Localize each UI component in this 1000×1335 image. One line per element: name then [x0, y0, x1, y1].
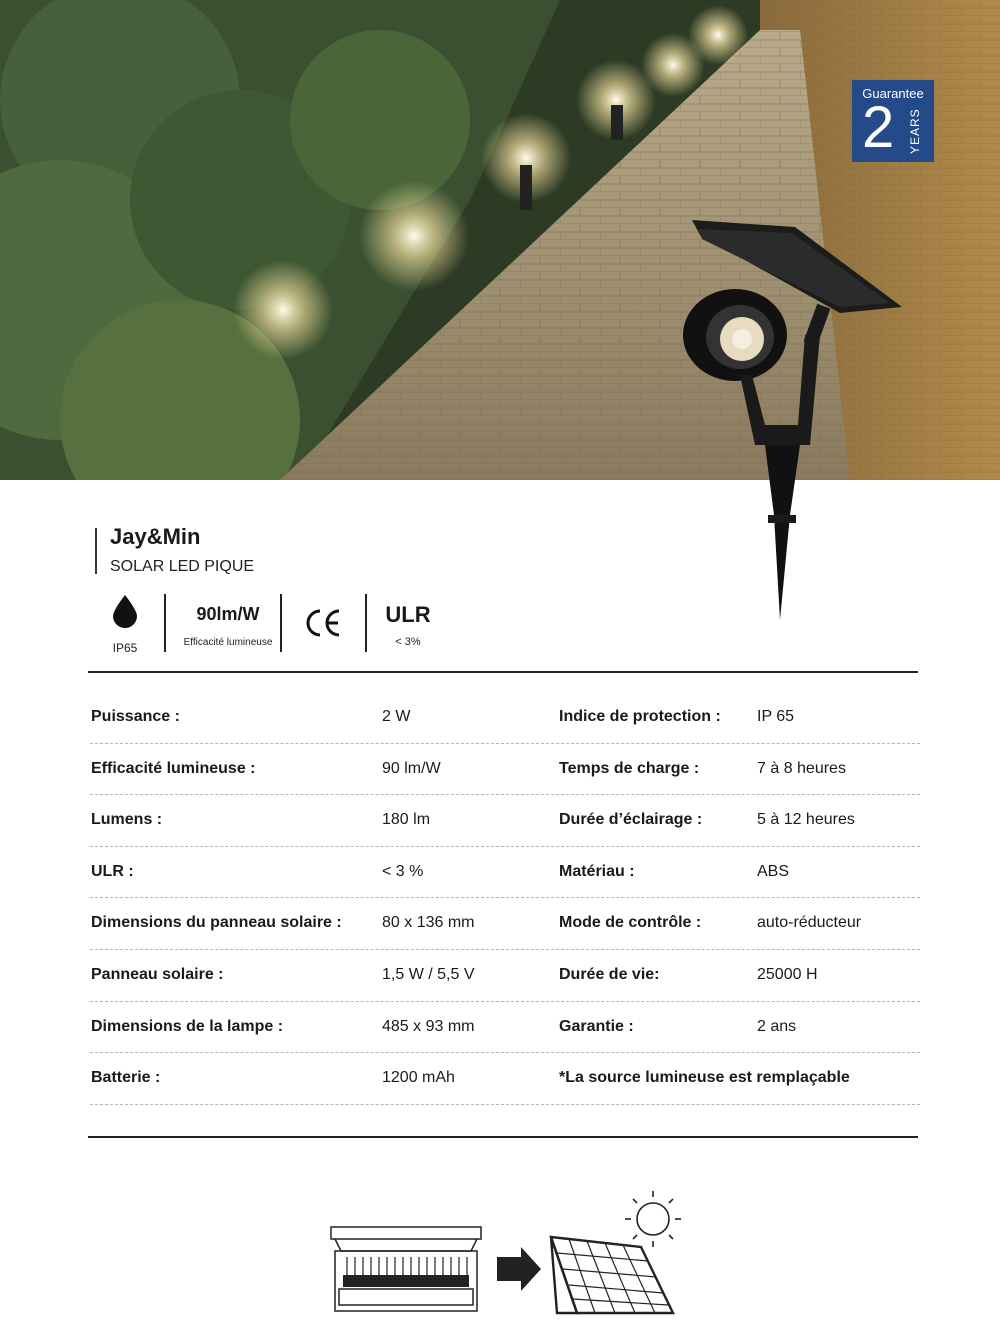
spec-label: *La source lumineuse est remplaçable — [559, 1069, 850, 1087]
spec-value: auto-réducteur — [757, 914, 862, 932]
spec-value: 1200 mAh — [382, 1069, 455, 1087]
guarantee-badge — [852, 80, 934, 162]
spec-value: 90 lm/W — [382, 759, 441, 777]
spec-value: 25000 H — [757, 965, 818, 983]
spec-label: Matériau : — [559, 862, 635, 880]
spec-value: ABS — [757, 862, 790, 880]
divider-bottom — [88, 1136, 918, 1138]
spec-label: Indice de protection : — [559, 708, 721, 725]
ip-label: IP65 — [112, 641, 138, 655]
spec-label: Temps de charge : — [559, 759, 700, 777]
solar-panel-with-sun-icon — [551, 1191, 681, 1313]
spec-value: 1,5 W / 5,5 V — [382, 965, 475, 983]
spec-label: Dimensions du panneau solaire : — [91, 914, 342, 932]
ip-badge — [90, 592, 160, 654]
efficacy-label: Efficacité lumineuse — [183, 637, 273, 648]
spec-row — [90, 1053, 920, 1105]
water-drop-icon — [112, 594, 138, 628]
spec-row — [90, 744, 920, 796]
efficacy-value: 90lm/W — [196, 604, 260, 624]
spec-value: 5 à 12 heures — [757, 811, 855, 829]
ce-badge — [296, 592, 350, 654]
arrow-right-icon — [497, 1247, 541, 1291]
spec-row — [90, 692, 920, 744]
light-source-diagram — [325, 1185, 685, 1320]
badge-divider — [280, 594, 282, 652]
brand-accent-bar — [95, 528, 97, 574]
solar-spike-lamp-image — [680, 215, 910, 625]
efficacy-badge — [180, 592, 276, 654]
ulr-badge — [378, 592, 438, 654]
spec-label: Batterie : — [91, 1069, 161, 1087]
spec-label: Durée de vie: — [559, 965, 660, 983]
spec-label: Mode de contrôle : — [559, 914, 702, 932]
spec-value: 180 lm — [382, 811, 431, 829]
spec-value: 2 W — [382, 708, 411, 725]
spec-value: IP 65 — [757, 708, 795, 725]
spec-table — [90, 692, 920, 1105]
spec-label: Dimensions de la lampe : — [91, 1017, 284, 1035]
product-name: SOLAR LED PIQUE — [110, 558, 255, 575]
spec-row — [90, 950, 920, 1002]
spec-label: ULR : — [91, 862, 134, 880]
guarantee-number: 2 — [862, 95, 895, 160]
badge-divider — [164, 594, 166, 652]
ce-mark-icon — [303, 608, 343, 638]
feature-badges — [90, 592, 450, 654]
spec-value: 485 x 93 mm — [382, 1017, 475, 1035]
led-light-source-icon — [331, 1227, 481, 1311]
spec-value: < 3 % — [382, 862, 424, 880]
spec-value: 80 x 136 mm — [382, 914, 475, 932]
spec-label: Efficacité lumineuse : — [91, 759, 256, 777]
ulr-label: < 3% — [395, 636, 421, 648]
spec-row — [90, 1002, 920, 1054]
spec-row — [90, 898, 920, 950]
divider-top — [88, 671, 918, 673]
badge-divider — [365, 594, 367, 652]
spec-label: Panneau solaire : — [91, 965, 224, 983]
guarantee-unit: YEARS — [908, 108, 922, 154]
spec-value: 7 à 8 heures — [757, 759, 846, 777]
ulr-value: ULR — [385, 602, 431, 627]
guarantee-title: Guarantee — [862, 86, 924, 101]
spec-label: Puissance : — [91, 708, 180, 725]
spec-label: Durée d’éclairage : — [559, 811, 703, 829]
spec-row — [90, 847, 920, 899]
brand-name: Jay&Min — [110, 524, 201, 549]
spec-row — [90, 795, 920, 847]
spec-label: Garantie : — [559, 1017, 634, 1035]
spec-label: Lumens : — [91, 811, 163, 829]
spec-value: 2 ans — [757, 1017, 797, 1035]
